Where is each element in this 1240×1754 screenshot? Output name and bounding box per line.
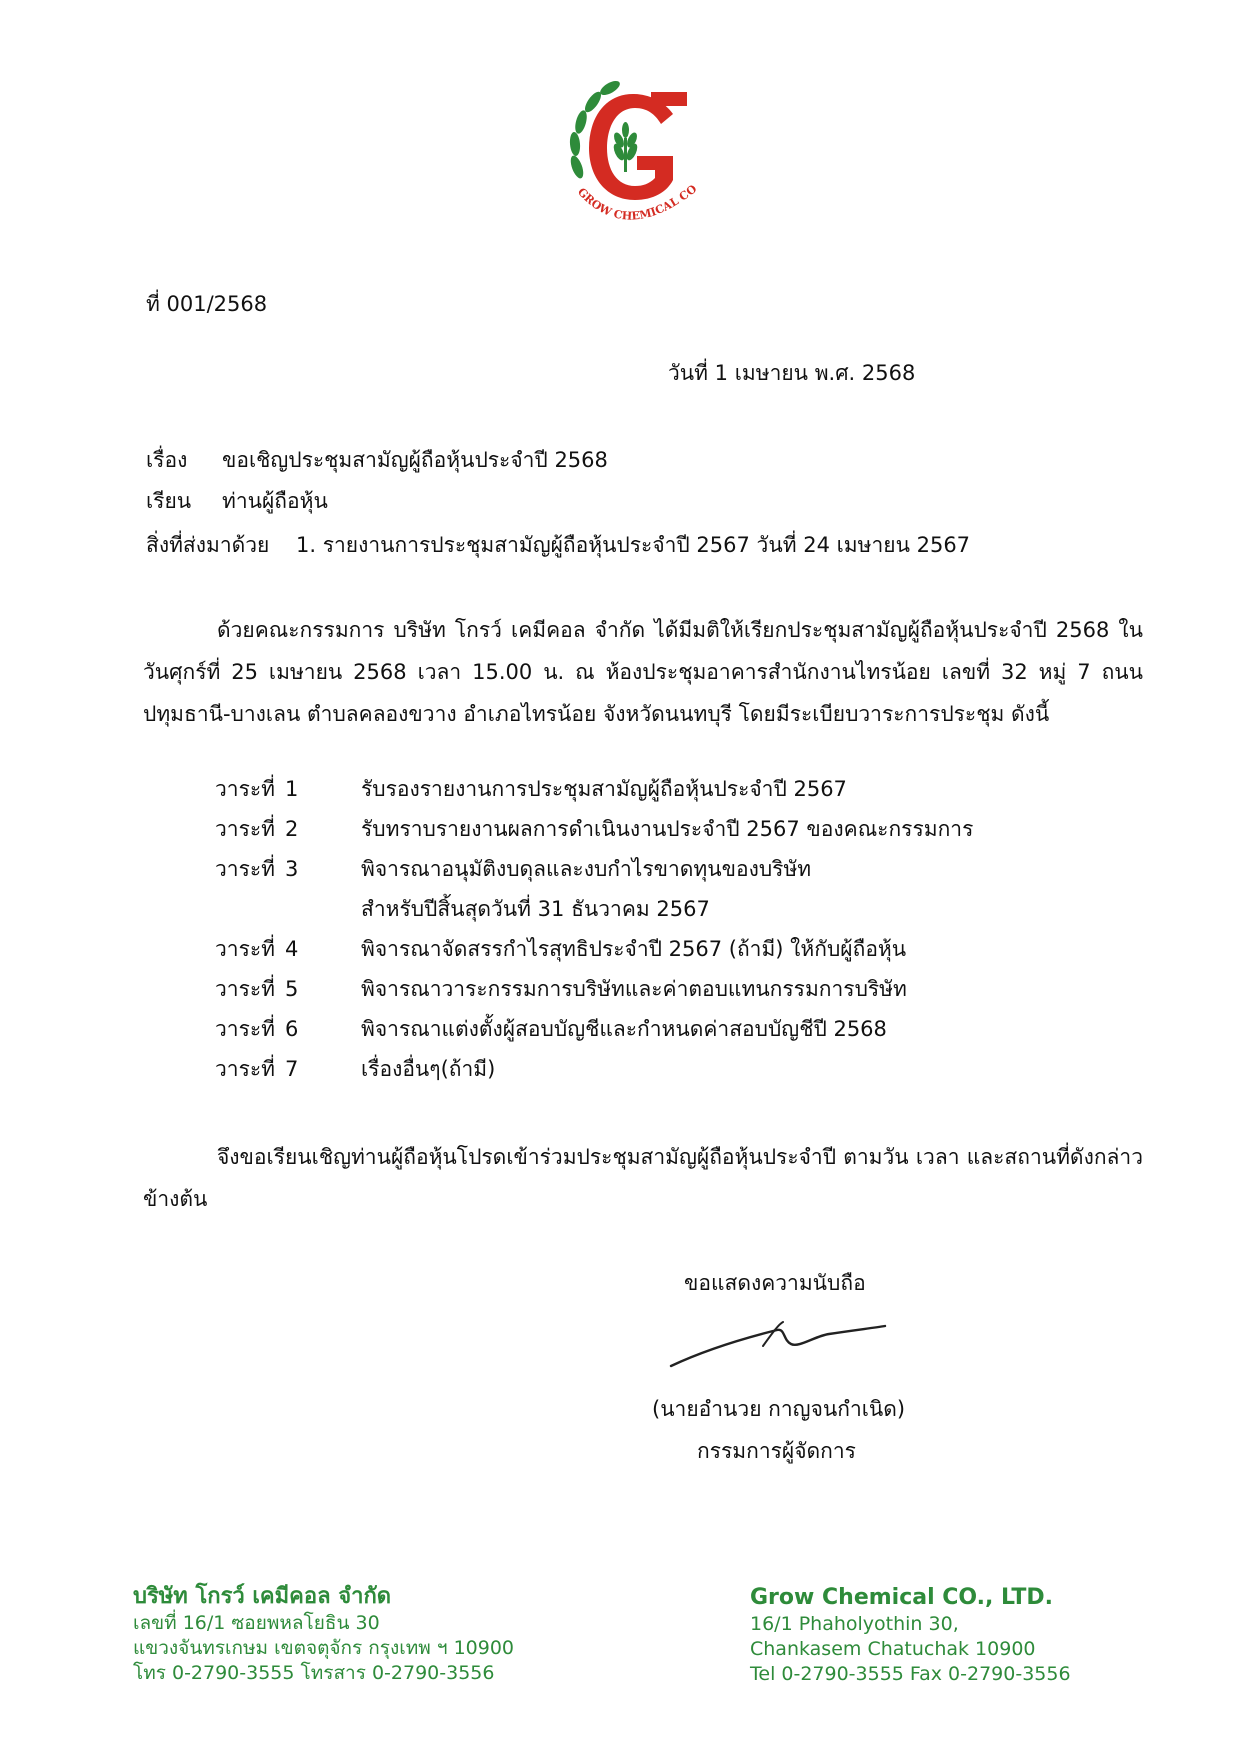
agenda-item <box>215 934 906 964</box>
letter-date: วันที่ 1 เมษายน พ.ศ. 2568 <box>668 361 916 385</box>
footer-english-company: Grow Chemical CO., LTD. <box>750 1585 1054 1610</box>
footer-thai-address-2: แขวงจันทรเกษม เขตจตุจักร กรุงเทพ ฯ 10900 <box>133 1637 515 1659</box>
agenda-item-continuation <box>215 894 710 924</box>
agenda-text: รับทราบรายงานผลการดำเนินงานประจำปี 2567 ของคณะกรรมการ <box>361 817 974 841</box>
agenda-text: พิจารณาอนุมัติงบดุลและงบกำไรขาดทุนของบริษัท <box>361 857 812 881</box>
footer-thai-company: บริษัท โกรว์ เคมีคอล จำกัด <box>133 1584 392 1609</box>
agenda-text: พิจารณาวาระกรรมการบริษัทและค่าตอบแทนกรรมการบริษัท <box>361 977 907 1001</box>
to-text: ท่านผู้ถือหุ้น <box>222 489 328 513</box>
footer-thai-phone: โทร 0-2790-3555 โทรสาร 0-2790-3556 <box>133 1662 495 1684</box>
agenda-number: 2 <box>285 817 299 841</box>
footer-thai-address-1: เลขที่ 16/1 ซอยพหลโยธิน 30 <box>133 1612 380 1634</box>
agenda-number: 3 <box>285 857 299 881</box>
agenda-item <box>215 814 973 844</box>
footer-english-phone: Tel 0-2790-3555 Fax 0-2790-3556 <box>750 1663 1071 1685</box>
logo-ring-text: GROW CHEMICAL CO <box>574 182 699 223</box>
agenda-label: วาระที่ <box>215 1017 275 1041</box>
agenda-item <box>215 854 811 884</box>
footer-english-address-1: 16/1 Phaholyothin 30, <box>750 1613 959 1635</box>
agenda-text: พิจารณาแต่งตั้งผู้สอบบัญชีและกำหนดค่าสอบบัญชีปี 2568 <box>361 1017 887 1041</box>
agenda-number: 6 <box>285 1017 299 1041</box>
footer-english-address-2: Chankasem Chatuchak 10900 <box>750 1638 1036 1660</box>
enclosure-text: 1. รายงานการประชุมสามัญผู้ถือหุ้นประจำปี 2567 วันที่ 24 เมษายน 2567 <box>296 533 971 557</box>
subject-text: ขอเชิญประชุมสามัญผู้ถือหุ้นประจำปี 2568 <box>222 448 608 472</box>
agenda-label: วาระที่ <box>215 977 275 1001</box>
signer-title: กรรมการผู้จัดการ <box>697 1439 856 1463</box>
footer-thai <box>133 1583 514 1686</box>
agenda-text: รับรองรายงานการประชุมสามัญผู้ถือหุ้นประจำปี 2567 <box>361 777 847 801</box>
agenda-label: วาระที่ <box>215 777 275 801</box>
agenda-item <box>215 774 847 804</box>
agenda-item <box>215 974 907 1004</box>
body-paragraph <box>143 609 1143 735</box>
regards-text: ขอแสดงความนับถือ <box>684 1271 866 1295</box>
signature-scribble <box>665 1310 895 1372</box>
company-logo <box>555 72 715 232</box>
agenda-number: 7 <box>285 1057 299 1081</box>
to-label: เรียน <box>146 489 192 513</box>
footer-english <box>750 1584 1071 1687</box>
agenda-text: สำหรับปีสิ้นสุดวันที่ 31 ธันวาคม 2567 <box>361 897 710 921</box>
agenda-number: 5 <box>285 977 299 1001</box>
signature <box>665 1310 895 1372</box>
agenda-text: พิจารณาจัดสรรกำไรสุทธิประจำปี 2567 (ถ้ามี) ให้กับผู้ถือหุ้น <box>361 937 907 961</box>
agenda-label: วาระที่ <box>215 1057 275 1081</box>
subject-label: เรื่อง <box>146 448 188 472</box>
reference-number: ที่ 001/2568 <box>146 292 268 316</box>
body-paragraph-text: ด้วยคณะกรรมการ บริษัท โกรว์ เคมีคอล จำกัด ได้มีมติให้เรียกประชุมสามัญผู้ถือหุ้นประจำปี 2568 ในวันศุกร์ที่ 25 เมษายน 2568 เวลา 15.00 น. ณ ห้องประชุมอาคารสำนักงานไทรน้อย เลขที่ 32 หมู่ 7 ถนนปทุมธานี-บางเลน ตำบลคลองขวาง อำเภอไทรน้อย จังหวัดนนทบุรี โดยมีระเบียบวาระการประชุม ดังนี้ <box>143 618 1143 726</box>
agenda-label: วาระที่ <box>215 937 275 961</box>
closing-paragraph-text: จึงขอเรียนเชิญท่านผู้ถือหุ้นโปรดเข้าร่วมประชุมสามัญผู้ถือหุ้นประจำปี ตามวัน เวลา และสถานที่ดังกล่าวข้างต้น <box>143 1145 1143 1211</box>
signer-name: (นายอำนวย กาญจนกำเนิด) <box>652 1397 906 1421</box>
agenda-number: 1 <box>285 777 299 801</box>
logo-graphic <box>555 72 715 232</box>
agenda-text: เรื่องอื่นๆ(ถ้ามี) <box>361 1057 496 1081</box>
agenda-item <box>215 1054 495 1084</box>
enclosure-label: สิ่งที่ส่งมาด้วย <box>146 533 270 557</box>
closing-paragraph <box>143 1136 1143 1220</box>
agenda-label: วาระที่ <box>215 857 275 881</box>
agenda-number: 4 <box>285 937 299 961</box>
agenda-item <box>215 1014 887 1044</box>
agenda-label: วาระที่ <box>215 817 275 841</box>
